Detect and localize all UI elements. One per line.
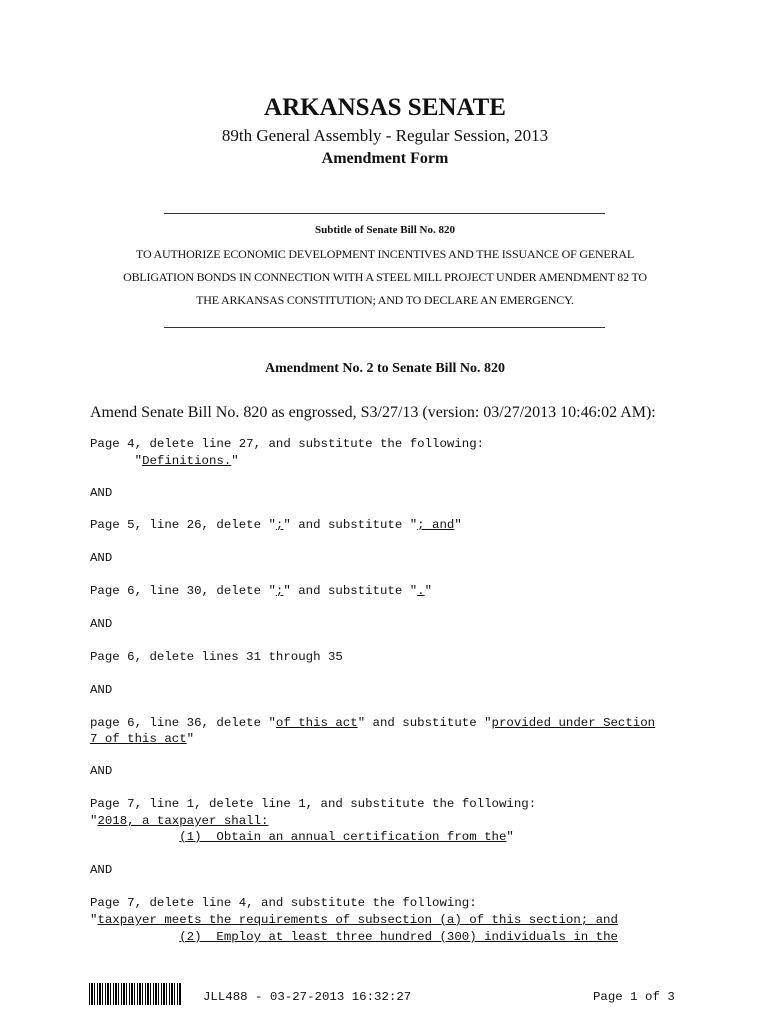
instruction-line: Page 5, line 26, delete ";" and substitute "; and" — [90, 518, 462, 532]
substitution-line: 7 of this act" — [90, 732, 195, 746]
instruction-line: Page 4, delete line 27, and substitute the following: — [90, 437, 485, 451]
instruction-line: Page 6, line 30, delete ";" and substitute "." — [90, 584, 433, 598]
session-line: 89th General Assembly - Regular Session, 2013 — [221, 126, 549, 145]
instruction-line: Page 7, delete line 4, and substitute the following: — [90, 896, 477, 910]
subtitle-line: OBLIGATION BONDS IN CONNECTION WITH A STEEL MILL PROJECT UNDER AMENDMENT 82 TO — [123, 270, 647, 284]
and-separator: AND — [90, 683, 113, 697]
and-separator: AND — [90, 764, 113, 778]
divider — [164, 213, 605, 214]
instruction-line: Page 7, line 1, delete line 1, and substitute the following: — [90, 797, 537, 811]
subtitle-line: TO AUTHORIZE ECONOMIC DEVELOPMENT INCENTIVES AND THE ISSUANCE OF GENERAL — [136, 247, 634, 261]
and-separator: AND — [90, 486, 113, 500]
instruction-line: Page 6, delete lines 31 through 35 — [90, 650, 343, 664]
substitution-line: "taxpayer meets the requirements of subsection (a) of this section; and — [90, 913, 618, 927]
and-separator: AND — [90, 617, 113, 631]
instruction-line: page 6, line 36, delete "of this act" and substitute "provided under Section — [90, 716, 656, 730]
substitution-line: (2) Employ at least three hundred (300) individuals in the — [179, 930, 618, 944]
subtitle-line: THE ARKANSAS CONSTITUTION; AND TO DECLARE AN EMERGENCY. — [196, 293, 574, 307]
page-number: Page 1 of 3 — [593, 990, 675, 1004]
substitution-line: (1) Obtain an annual certification from the" — [179, 830, 514, 844]
and-separator: AND — [90, 551, 113, 565]
document-code: JLL488 - 03-27-2013 16:32:27 — [203, 990, 412, 1004]
subtitle-label: Subtitle of Senate Bill No. 820 — [315, 224, 455, 236]
page-title: ARKANSAS SENATE — [264, 94, 506, 121]
divider — [164, 327, 605, 328]
amendment-title: Amendment No. 2 to Senate Bill No. 820 — [265, 361, 505, 376]
form-title: Amendment Form — [321, 150, 449, 167]
barcode-icon — [89, 983, 181, 1005]
and-separator: AND — [90, 863, 113, 877]
amend-instruction: Amend Senate Bill No. 820 as engrossed, S3/27/13 (version: 03/27/2013 10:46:02 AM): — [90, 404, 656, 421]
substitution-line: "2018, a taxpayer shall: — [90, 814, 269, 828]
substitution-line: "Definitions." — [90, 454, 239, 468]
